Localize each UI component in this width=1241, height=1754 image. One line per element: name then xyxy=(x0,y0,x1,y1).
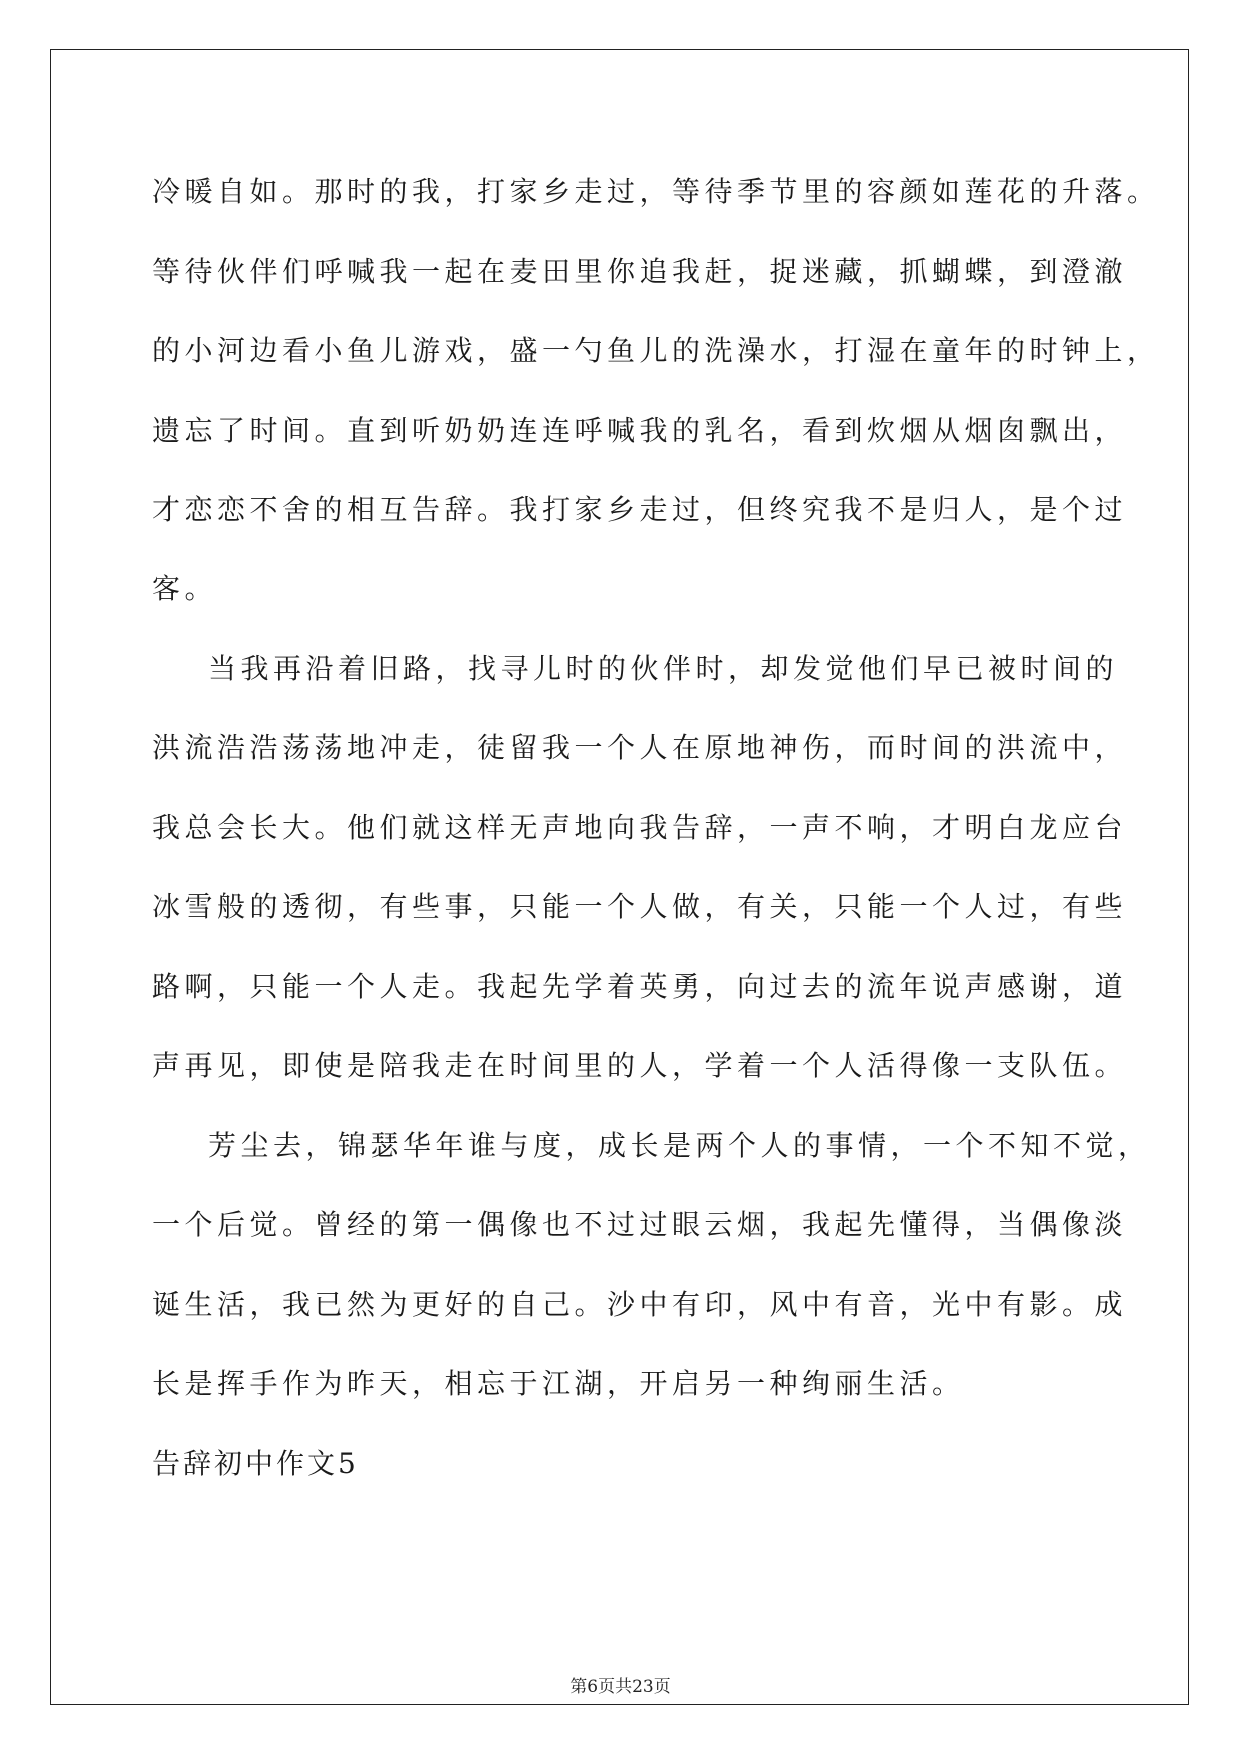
text-line: 等待伙伴们呼喊我一起在麦田里你追我赶，捉迷藏，抓蝴蝶，到澄澈 xyxy=(152,255,1128,288)
page-footer xyxy=(0,1676,1241,1698)
section-heading: 告辞初中作文5 xyxy=(152,1447,359,1480)
text-line: 我总会长大。他们就这样无声地向我告辞，一声不响，才明白龙应台 xyxy=(152,811,1128,844)
text-line: 诞生活，我已然为更好的自己。沙中有印，风中有音，光中有影。成 xyxy=(152,1288,1128,1321)
text-line: 一个后觉。曾经的第一偶像也不过过眼云烟，我起先懂得，当偶像淡 xyxy=(152,1208,1128,1241)
text-line: 长是挥手作为昨天，相忘于江湖，开启另一种绚丽生活。 xyxy=(152,1367,965,1400)
text-line: 冷暖自如。那时的我，打家乡走过，等待季节里的容颜如莲花的升落。 xyxy=(152,175,1160,208)
text-line: 遗忘了时间。直到听奶奶连连呼喊我的乳名，看到炊烟从烟囱飘出， xyxy=(152,414,1128,447)
text-line: 冰雪般的透彻，有些事，只能一个人做，有关，只能一个人过，有些 xyxy=(152,890,1128,923)
text-line: 洪流浩浩荡荡地冲走，徒留我一个人在原地神伤，而时间的洪流中， xyxy=(152,731,1128,764)
text-line: 才恋恋不舍的相互告辞。我打家乡走过，但终究我不是归人，是个过 xyxy=(152,493,1128,526)
page-total: 共23页 xyxy=(615,1677,671,1697)
text-line: 芳尘去，锦瑟华年谁与度，成长是两个人的事情，一个不知不觉， xyxy=(208,1129,1151,1162)
page-number: 第6页 xyxy=(570,1677,616,1697)
text-line: 路啊，只能一个人走。我起先学着英勇，向过去的流年说声感谢，道 xyxy=(152,970,1128,1003)
text-line: 声再见，即使是陪我走在时间里的人，学着一个人活得像一支队伍。 xyxy=(152,1049,1128,1082)
text-line: 客。 xyxy=(152,572,218,605)
text-line: 的小河边看小鱼儿游戏，盛一勺鱼儿的洗澡水，打湿在童年的时钟上， xyxy=(152,334,1160,367)
text-line: 当我再沿着旧路，找寻儿时的伙伴时，却发觉他们早已被时间的 xyxy=(208,652,1119,685)
